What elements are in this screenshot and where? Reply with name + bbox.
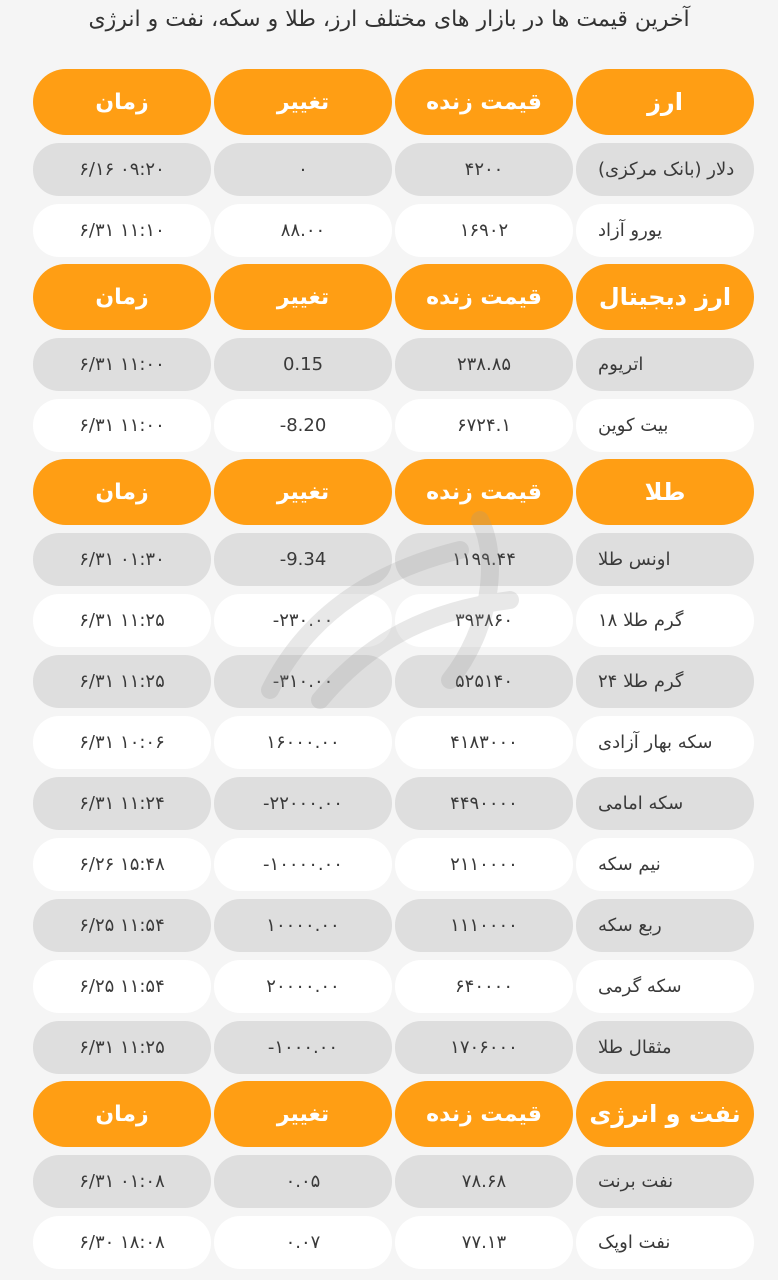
cell-name: گرم طلا ۱۸ [576, 594, 754, 647]
header-name: نفت و انرژی [576, 1081, 754, 1147]
section-header [33, 69, 754, 135]
cell-price: ۱۶۹۰۲ [395, 204, 573, 257]
table-row [33, 899, 754, 952]
header-change: تغییر [214, 69, 392, 135]
cell-change: ۱۰۰۰۰.۰۰ [214, 899, 392, 952]
cell-price: ۴۴۹۰۰۰۰ [395, 777, 573, 830]
cell-name: دلار (بانک مرکزی) [576, 143, 754, 196]
table-row [33, 777, 754, 830]
table-row [33, 655, 754, 708]
cell-change: -۱۰۰۰۰.۰۰ [214, 838, 392, 891]
cell-price: ۷۸.۶۸ [395, 1155, 573, 1208]
table-row [33, 1021, 754, 1074]
cell-change: -۲۳۰.۰۰ [214, 594, 392, 647]
cell-name: سکه امامی [576, 777, 754, 830]
cell-time: ۶/۳۱ ۱۱:۰۰ [33, 399, 211, 452]
header-time: زمان [33, 264, 211, 330]
cell-change: ۰.۰۷ [214, 1216, 392, 1269]
cell-price: ۲۳۸.۸۵ [395, 338, 573, 391]
price-table [33, 69, 754, 1269]
cell-time: ۶/۳۱ ۱۱:۰۰ [33, 338, 211, 391]
cell-price: ۶۴۰۰۰۰ [395, 960, 573, 1013]
cell-time: ۶/۲۶ ۱۵:۴۸ [33, 838, 211, 891]
cell-price: ۱۷۰۶۰۰۰ [395, 1021, 573, 1074]
cell-change: 0.15 [214, 338, 392, 391]
table-row [33, 838, 754, 891]
header-price: قیمت زنده [395, 264, 573, 330]
cell-price: ۳۹۳۸۶۰ [395, 594, 573, 647]
cell-price: ۶۷۲۴.۱ [395, 399, 573, 452]
cell-change: -۱۰۰۰.۰۰ [214, 1021, 392, 1074]
cell-time: ۶/۳۱ ۱۱:۲۴ [33, 777, 211, 830]
cell-time: ۶/۳۱ ۱۱:۲۵ [33, 655, 211, 708]
table-row [33, 204, 754, 257]
cell-time: ۶/۳۰ ۱۸:۰۸ [33, 1216, 211, 1269]
cell-change: ۱۶۰۰۰.۰۰ [214, 716, 392, 769]
cell-name: سکه گرمی [576, 960, 754, 1013]
cell-price: ۱۱۱۰۰۰۰ [395, 899, 573, 952]
cell-change: ۰.۰۵ [214, 1155, 392, 1208]
table-row [33, 594, 754, 647]
cell-time: ۶/۲۵ ۱۱:۵۴ [33, 899, 211, 952]
cell-change: ۰ [214, 143, 392, 196]
table-row [33, 1155, 754, 1208]
header-change: تغییر [214, 264, 392, 330]
cell-price: ۴۲۰۰ [395, 143, 573, 196]
cell-time: ۶/۳۱ ۱۱:۲۵ [33, 594, 211, 647]
header-time: زمان [33, 1081, 211, 1147]
cell-name: نیم سکه [576, 838, 754, 891]
header-price: قیمت زنده [395, 69, 573, 135]
cell-change: -8.20 [214, 399, 392, 452]
cell-price: ۲۱۱۰۰۰۰ [395, 838, 573, 891]
cell-change: ۸۸.۰۰ [214, 204, 392, 257]
cell-name: گرم طلا ۲۴ [576, 655, 754, 708]
header-price: قیمت زنده [395, 1081, 573, 1147]
cell-name: اتریوم [576, 338, 754, 391]
header-change: تغییر [214, 459, 392, 525]
cell-time: ۶/۲۵ ۱۱:۵۴ [33, 960, 211, 1013]
cell-time: ۶/۳۱ ۰۱:۰۸ [33, 1155, 211, 1208]
table-row [33, 143, 754, 196]
cell-name: بیت کوین [576, 399, 754, 452]
page-title: آخرین قیمت ها در بازار های مختلف ارز، طلا و سکه، نفت و انرژی [88, 7, 690, 32]
cell-change: ۲۰۰۰۰.۰۰ [214, 960, 392, 1013]
cell-name: نفت اوپک [576, 1216, 754, 1269]
cell-name: ربع سکه [576, 899, 754, 952]
header-time: زمان [33, 69, 211, 135]
cell-change: -۳۱۰.۰۰ [214, 655, 392, 708]
header-name: طلا [576, 459, 754, 525]
table-row [33, 338, 754, 391]
header-name: ارز [576, 69, 754, 135]
header-time: زمان [33, 459, 211, 525]
cell-name: اونس طلا [576, 533, 754, 586]
cell-time: ۶/۱۶ ۰۹:۲۰ [33, 143, 211, 196]
cell-name: نفت برنت [576, 1155, 754, 1208]
cell-price: ۱۱۹۹.۴۴ [395, 533, 573, 586]
cell-change: -۲۲۰۰۰.۰۰ [214, 777, 392, 830]
table-row [33, 1216, 754, 1269]
table-row [33, 716, 754, 769]
section-header [33, 459, 754, 525]
cell-price: ۴۱۸۳۰۰۰ [395, 716, 573, 769]
section-header [33, 264, 754, 330]
table-row [33, 533, 754, 586]
cell-price: ۷۷.۱۳ [395, 1216, 573, 1269]
cell-price: ۵۲۵۱۴۰ [395, 655, 573, 708]
header-price: قیمت زنده [395, 459, 573, 525]
cell-time: ۶/۳۱ ۱۱:۲۵ [33, 1021, 211, 1074]
header-change: تغییر [214, 1081, 392, 1147]
table-row [33, 399, 754, 452]
table-row [33, 960, 754, 1013]
header-name: ارز دیجیتال [576, 264, 754, 330]
cell-change: -9.34 [214, 533, 392, 586]
cell-time: ۶/۳۱ ۱۰:۰۶ [33, 716, 211, 769]
cell-name: سکه بهار آزادی [576, 716, 754, 769]
cell-time: ۶/۳۱ ۱۱:۱۰ [33, 204, 211, 257]
cell-name: مثقال طلا [576, 1021, 754, 1074]
cell-time: ۶/۳۱ ۰۱:۳۰ [33, 533, 211, 586]
cell-name: یورو آزاد [576, 204, 754, 257]
section-header [33, 1081, 754, 1147]
